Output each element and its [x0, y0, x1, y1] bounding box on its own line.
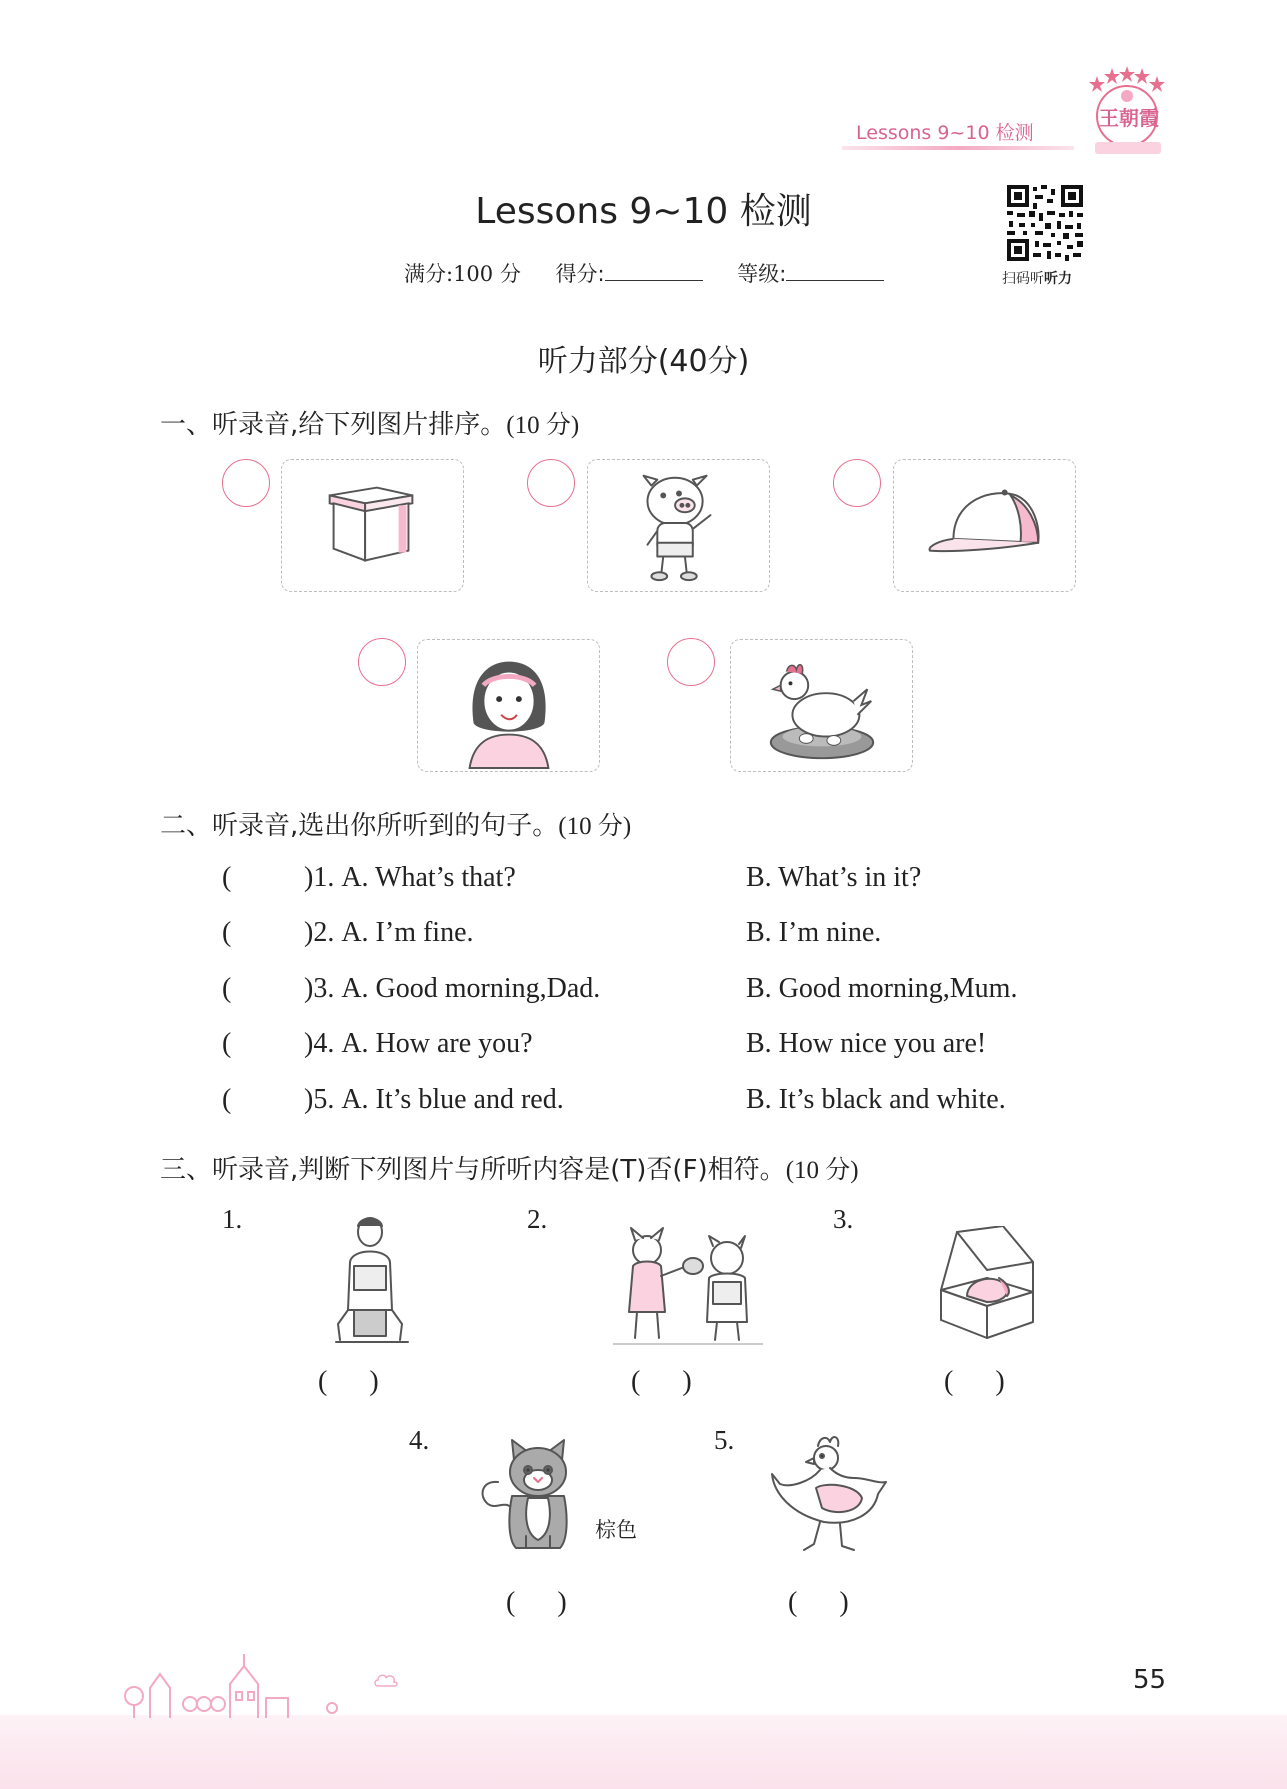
- score-line: [404, 258, 912, 288]
- footer-cloud-icon: [374, 1670, 398, 1690]
- question-number: 1.: [313, 862, 335, 893]
- section3-title: [160, 1149, 859, 1186]
- question-number: 3.: [313, 973, 335, 1004]
- picture-box-icon: [281, 459, 464, 592]
- girl-icon: [418, 640, 599, 771]
- pig-icon: [588, 460, 769, 591]
- section2-title: [160, 805, 631, 842]
- tf-item-number-2: 2.: [527, 1204, 548, 1234]
- footer-band: [0, 1715, 1287, 1789]
- score-label: 得分:: [555, 262, 605, 286]
- question-number: 4.: [313, 1028, 335, 1059]
- question-row-3: [222, 973, 600, 1005]
- cap-icon: [894, 460, 1075, 591]
- grade-label: 等级:: [737, 262, 787, 286]
- question-row-4: [222, 1028, 533, 1060]
- order-circle-3[interactable]: [833, 459, 881, 507]
- option-b-3: B. Good morning,Mum.: [746, 973, 1018, 1004]
- order-circle-1[interactable]: [222, 459, 270, 507]
- qr-caption: [1002, 268, 1072, 288]
- tf-answer-2[interactable]: ( ): [631, 1366, 692, 1397]
- question-row-1: [222, 862, 516, 894]
- listening-part-title: 听力部分(40分): [537, 344, 750, 379]
- order-circle-5[interactable]: [667, 638, 715, 686]
- answer-paren-close: ): [304, 1028, 314, 1059]
- page-title: Lessons 9~10 检测: [475, 191, 812, 232]
- tf-answer-4[interactable]: ( ): [506, 1587, 567, 1618]
- section2-title-text: 二、听录音,选出你所听到的句子。: [160, 811, 559, 841]
- tf-answer-3[interactable]: ( ): [944, 1366, 1005, 1397]
- option-a: A. Good morning,Dad.: [341, 973, 601, 1004]
- picture-box-pig: [587, 459, 770, 592]
- man-reading-icon: [328, 1214, 418, 1346]
- header-rule: [842, 146, 1074, 150]
- cat-icon: [478, 1436, 593, 1554]
- answer-paren-open[interactable]: (: [222, 917, 232, 948]
- section1-points: (10 分): [506, 412, 580, 439]
- answer-paren-open[interactable]: (: [222, 973, 232, 1004]
- section1-title: [160, 404, 579, 441]
- option-a: A. How are you?: [341, 1028, 533, 1059]
- cap-in-box-icon: [937, 1226, 1037, 1346]
- picture-box-girl: [417, 639, 600, 772]
- order-circle-4[interactable]: [358, 638, 406, 686]
- picture-box-hen: [730, 639, 913, 772]
- question-number: 5.: [313, 1084, 335, 1115]
- option-b-1: B. What’s in it?: [746, 862, 922, 893]
- box-icon: [282, 460, 463, 591]
- answer-paren-close: ): [304, 862, 314, 893]
- full-score: 满分:100 分: [404, 262, 521, 286]
- section1-title-text: 一、听录音,给下列图片排序。: [160, 410, 507, 440]
- hen-icon-2: [770, 1434, 890, 1560]
- answer-paren-close: ): [304, 1084, 314, 1115]
- qr-caption-bold: 听力: [1044, 271, 1072, 287]
- brand-logo: [1073, 62, 1177, 158]
- question-number: 2.: [313, 917, 335, 948]
- option-b-4: B. How nice you are!: [746, 1028, 987, 1059]
- tf-item-number-5: 5.: [714, 1425, 735, 1455]
- option-a: A. I’m fine.: [341, 917, 474, 948]
- hen-icon: [731, 640, 912, 771]
- answer-paren-open[interactable]: (: [222, 1084, 232, 1115]
- answer-paren-close: ): [304, 917, 314, 948]
- answer-paren-open[interactable]: (: [222, 862, 232, 893]
- cat-color-note: 棕色: [595, 1518, 637, 1542]
- option-a: A. It’s blue and red.: [341, 1084, 564, 1115]
- tf-item-number-1: 1.: [222, 1204, 243, 1234]
- score-blank[interactable]: [605, 260, 703, 281]
- picture-box-cap: [893, 459, 1076, 592]
- section3-points: (10 分): [785, 1157, 859, 1184]
- tf-item-number-3: 3.: [833, 1204, 854, 1234]
- section3-title-text: 三、听录音,判断下列图片与所听内容是(T)否(F)相符。: [160, 1155, 786, 1185]
- question-row-2: [222, 917, 474, 949]
- header-lesson-tag: Lessons 9~10 检测: [856, 122, 1034, 144]
- option-a: A. What’s that?: [341, 862, 516, 893]
- page-number: 55: [1133, 1665, 1167, 1695]
- tf-item-number-4: 4.: [409, 1425, 430, 1455]
- footer-town-decoration: [120, 1648, 380, 1718]
- brand-logo-text: 王朝霞: [1099, 106, 1159, 130]
- answer-paren-close: ): [304, 973, 314, 1004]
- grade-blank[interactable]: [786, 260, 884, 281]
- section2-points: (10 分): [558, 813, 632, 840]
- answer-paren-open[interactable]: (: [222, 1028, 232, 1059]
- question-row-5: [222, 1084, 564, 1116]
- fox-and-pig-icon: [613, 1226, 763, 1346]
- option-b-2: B. I’m nine.: [746, 917, 882, 948]
- order-circle-2[interactable]: [527, 459, 575, 507]
- qr-code-icon[interactable]: [1005, 183, 1085, 263]
- tf-answer-1[interactable]: ( ): [318, 1366, 379, 1397]
- option-b-5: B. It’s black and white.: [746, 1084, 1006, 1115]
- qr-caption-prefix: 扫码听: [1002, 271, 1044, 287]
- tf-answer-5[interactable]: ( ): [788, 1587, 849, 1618]
